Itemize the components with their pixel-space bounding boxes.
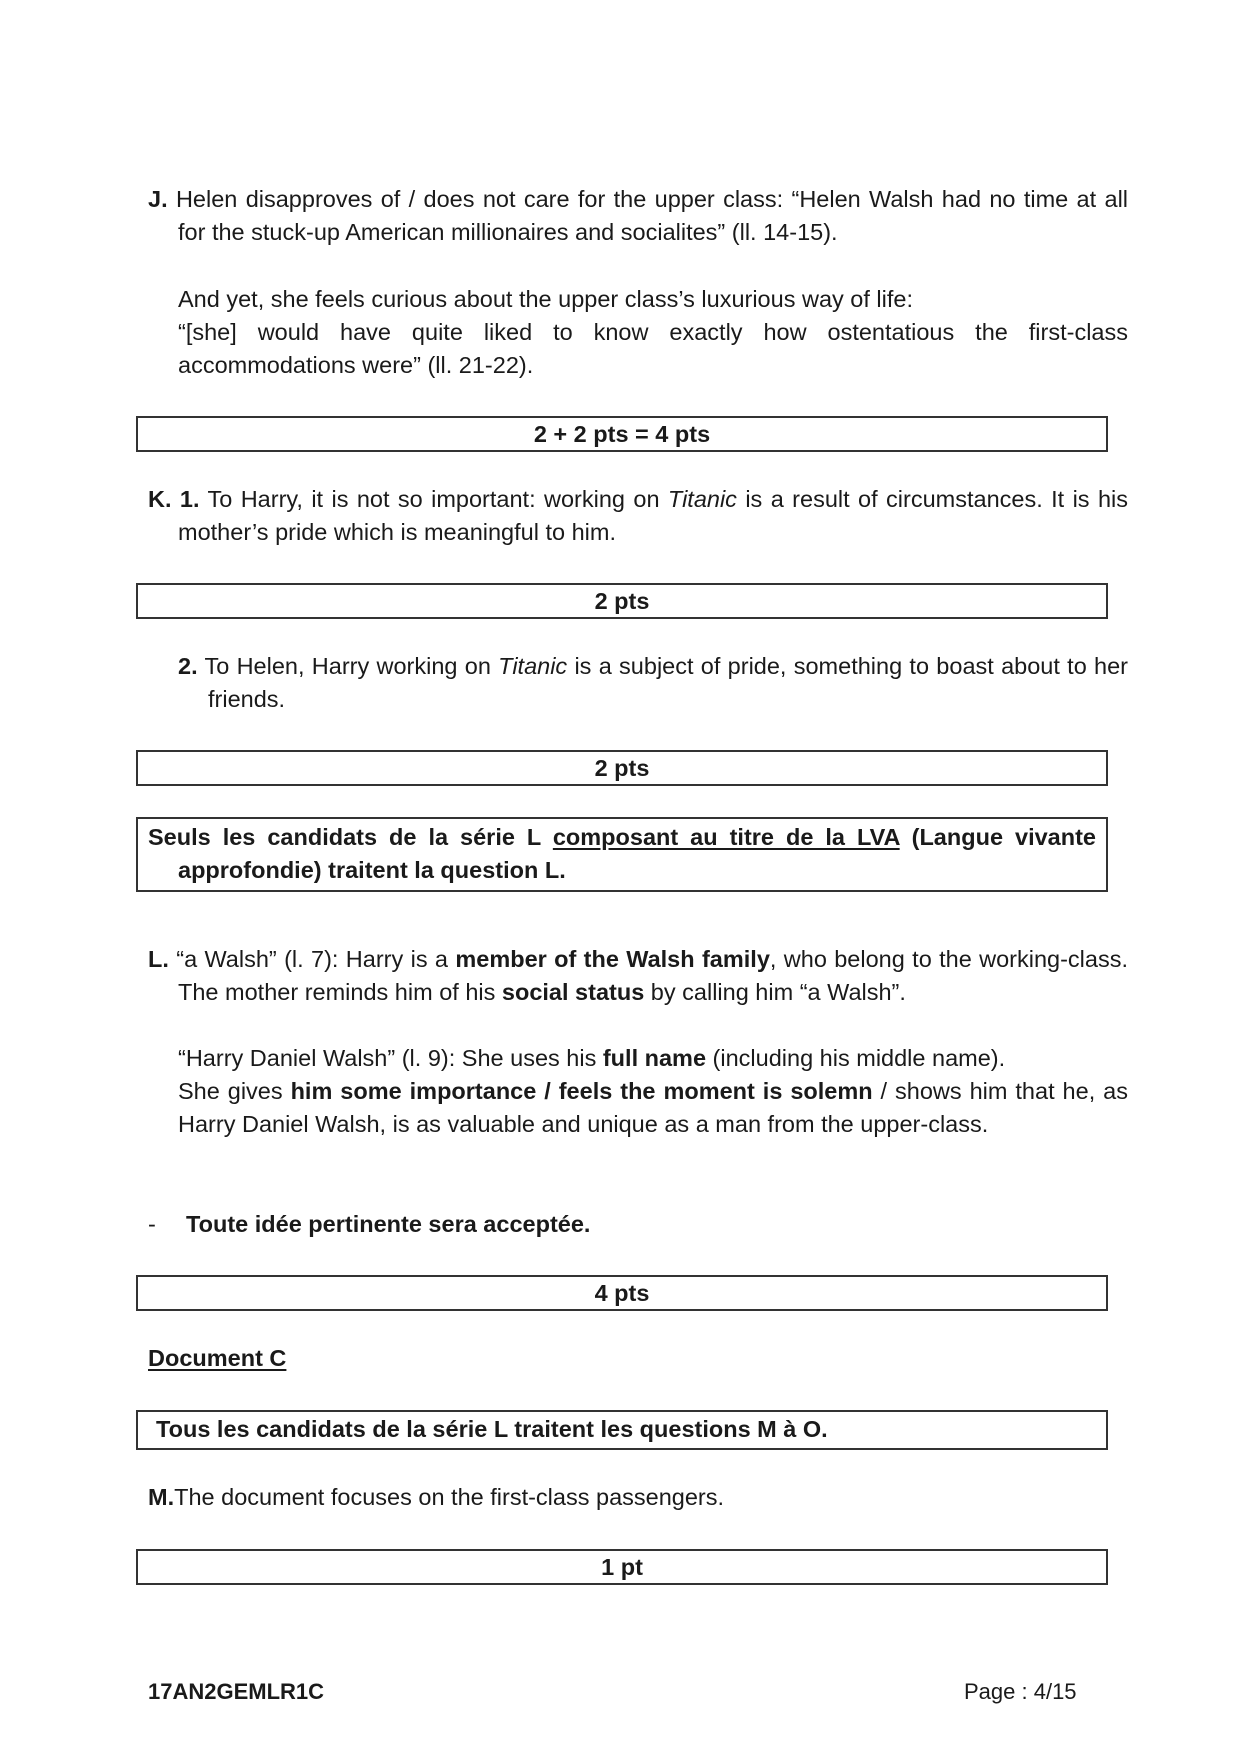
answer-l-text: / shows him that he, as Harry Daniel Walsh, is as valuable and unique as a man from the upper-class. (178, 1078, 1128, 1137)
answer-k2-title: Titanic (498, 653, 568, 679)
points-box-k1: 2 pts (136, 583, 1108, 619)
answer-l (148, 943, 1128, 1009)
points-box-m: 1 pt (136, 1549, 1108, 1585)
answer-l-emphasis: full name (602, 1045, 707, 1071)
notice-lva-text-b: (Langue vivante approfondie) traitent la question L. (178, 824, 1096, 883)
bullet-dash: - (148, 1211, 156, 1237)
answer-j-label: J. (148, 186, 168, 212)
answer-j (148, 183, 1128, 249)
answer-j-followup-quote: “[she] would have quite liked to know exactly how ostentatious the first-class accommodations were” (ll. 21-22). (178, 319, 1128, 378)
answer-l-emphasis: social status (501, 979, 645, 1005)
answer-l-text: by calling him “a Walsh”. (644, 979, 906, 1005)
answer-m-text: The document focuses on the first-class passengers. (174, 1484, 725, 1510)
answer-k2-text-b: is a subject of pride, something to boast about to her friends. (208, 653, 1129, 712)
section-heading-document-c (148, 1342, 1098, 1375)
answer-l-fullname-line (178, 1042, 1128, 1075)
footer-page-number: Page : 4/15 (964, 1679, 1077, 1704)
answer-l-importance-line (178, 1075, 1128, 1141)
answer-l-emphasis: member of the Walsh family (455, 946, 770, 972)
answer-l-text: “a Walsh” (l. 7): Harry is a (176, 946, 456, 972)
notice-lva (136, 817, 1108, 892)
answer-k1-text-b: is a result of circumstances. It is his mother’s pride which is meaningful to him. (178, 486, 1128, 545)
answer-j-followup (148, 283, 1128, 382)
points-box-l: 4 pts (136, 1275, 1108, 1311)
answer-m-label: M. (148, 1484, 175, 1510)
document-c-title: Document C (148, 1345, 287, 1371)
answer-m (148, 1481, 1098, 1514)
notice-all-l: Tous les candidats de la série L traitent les questions M à O. (136, 1410, 1108, 1450)
answer-k2-label: 2. (178, 653, 198, 679)
footer-exam-code: 17AN2GEMLR1C (148, 1679, 325, 1704)
answer-k1-label: K. 1. (148, 486, 200, 512)
answer-j-followup-intro: And yet, she feels curious about the upper class’s luxurious way of life: (178, 286, 913, 312)
bullet-text: Toute idée pertinente sera acceptée. (186, 1211, 591, 1237)
notice-lva-text-a: Seuls les candidats de la série L (148, 824, 553, 850)
points-box-k2: 2 pts (136, 750, 1108, 786)
points-box-j: 2 + 2 pts = 4 pts (136, 416, 1108, 452)
answer-l-text: “Harry Daniel Walsh” (l. 9): She uses his (178, 1045, 603, 1071)
answer-l-text: , who belong to the working-class. The mother reminds him of his (178, 946, 1129, 1005)
bullet-any-idea (148, 1208, 1098, 1241)
answer-j-text: Helen disapproves of / does not care for the upper class: “Helen Walsh had no time at all for the stuck-up American millionaires and socialites” (ll. 14-15). (175, 186, 1129, 245)
answer-k1 (148, 483, 1128, 549)
answer-l-continued (148, 1042, 1128, 1141)
answer-l-emphasis: him some importance / feels the moment is solemn (290, 1078, 873, 1104)
answer-k1-text-a: To Harry, it is not so important: working on (207, 486, 668, 512)
answer-l-label: L. (148, 946, 169, 972)
notice-lva-underlined: composant au titre de la LVA (552, 824, 900, 850)
answer-l-text: She gives (178, 1078, 291, 1104)
answer-k1-title: Titanic (667, 486, 737, 512)
answer-k2-text-a: To Helen, Harry working on (204, 653, 499, 679)
answer-l-text: (including his middle name). (706, 1045, 1006, 1071)
answer-k2 (178, 650, 1128, 716)
